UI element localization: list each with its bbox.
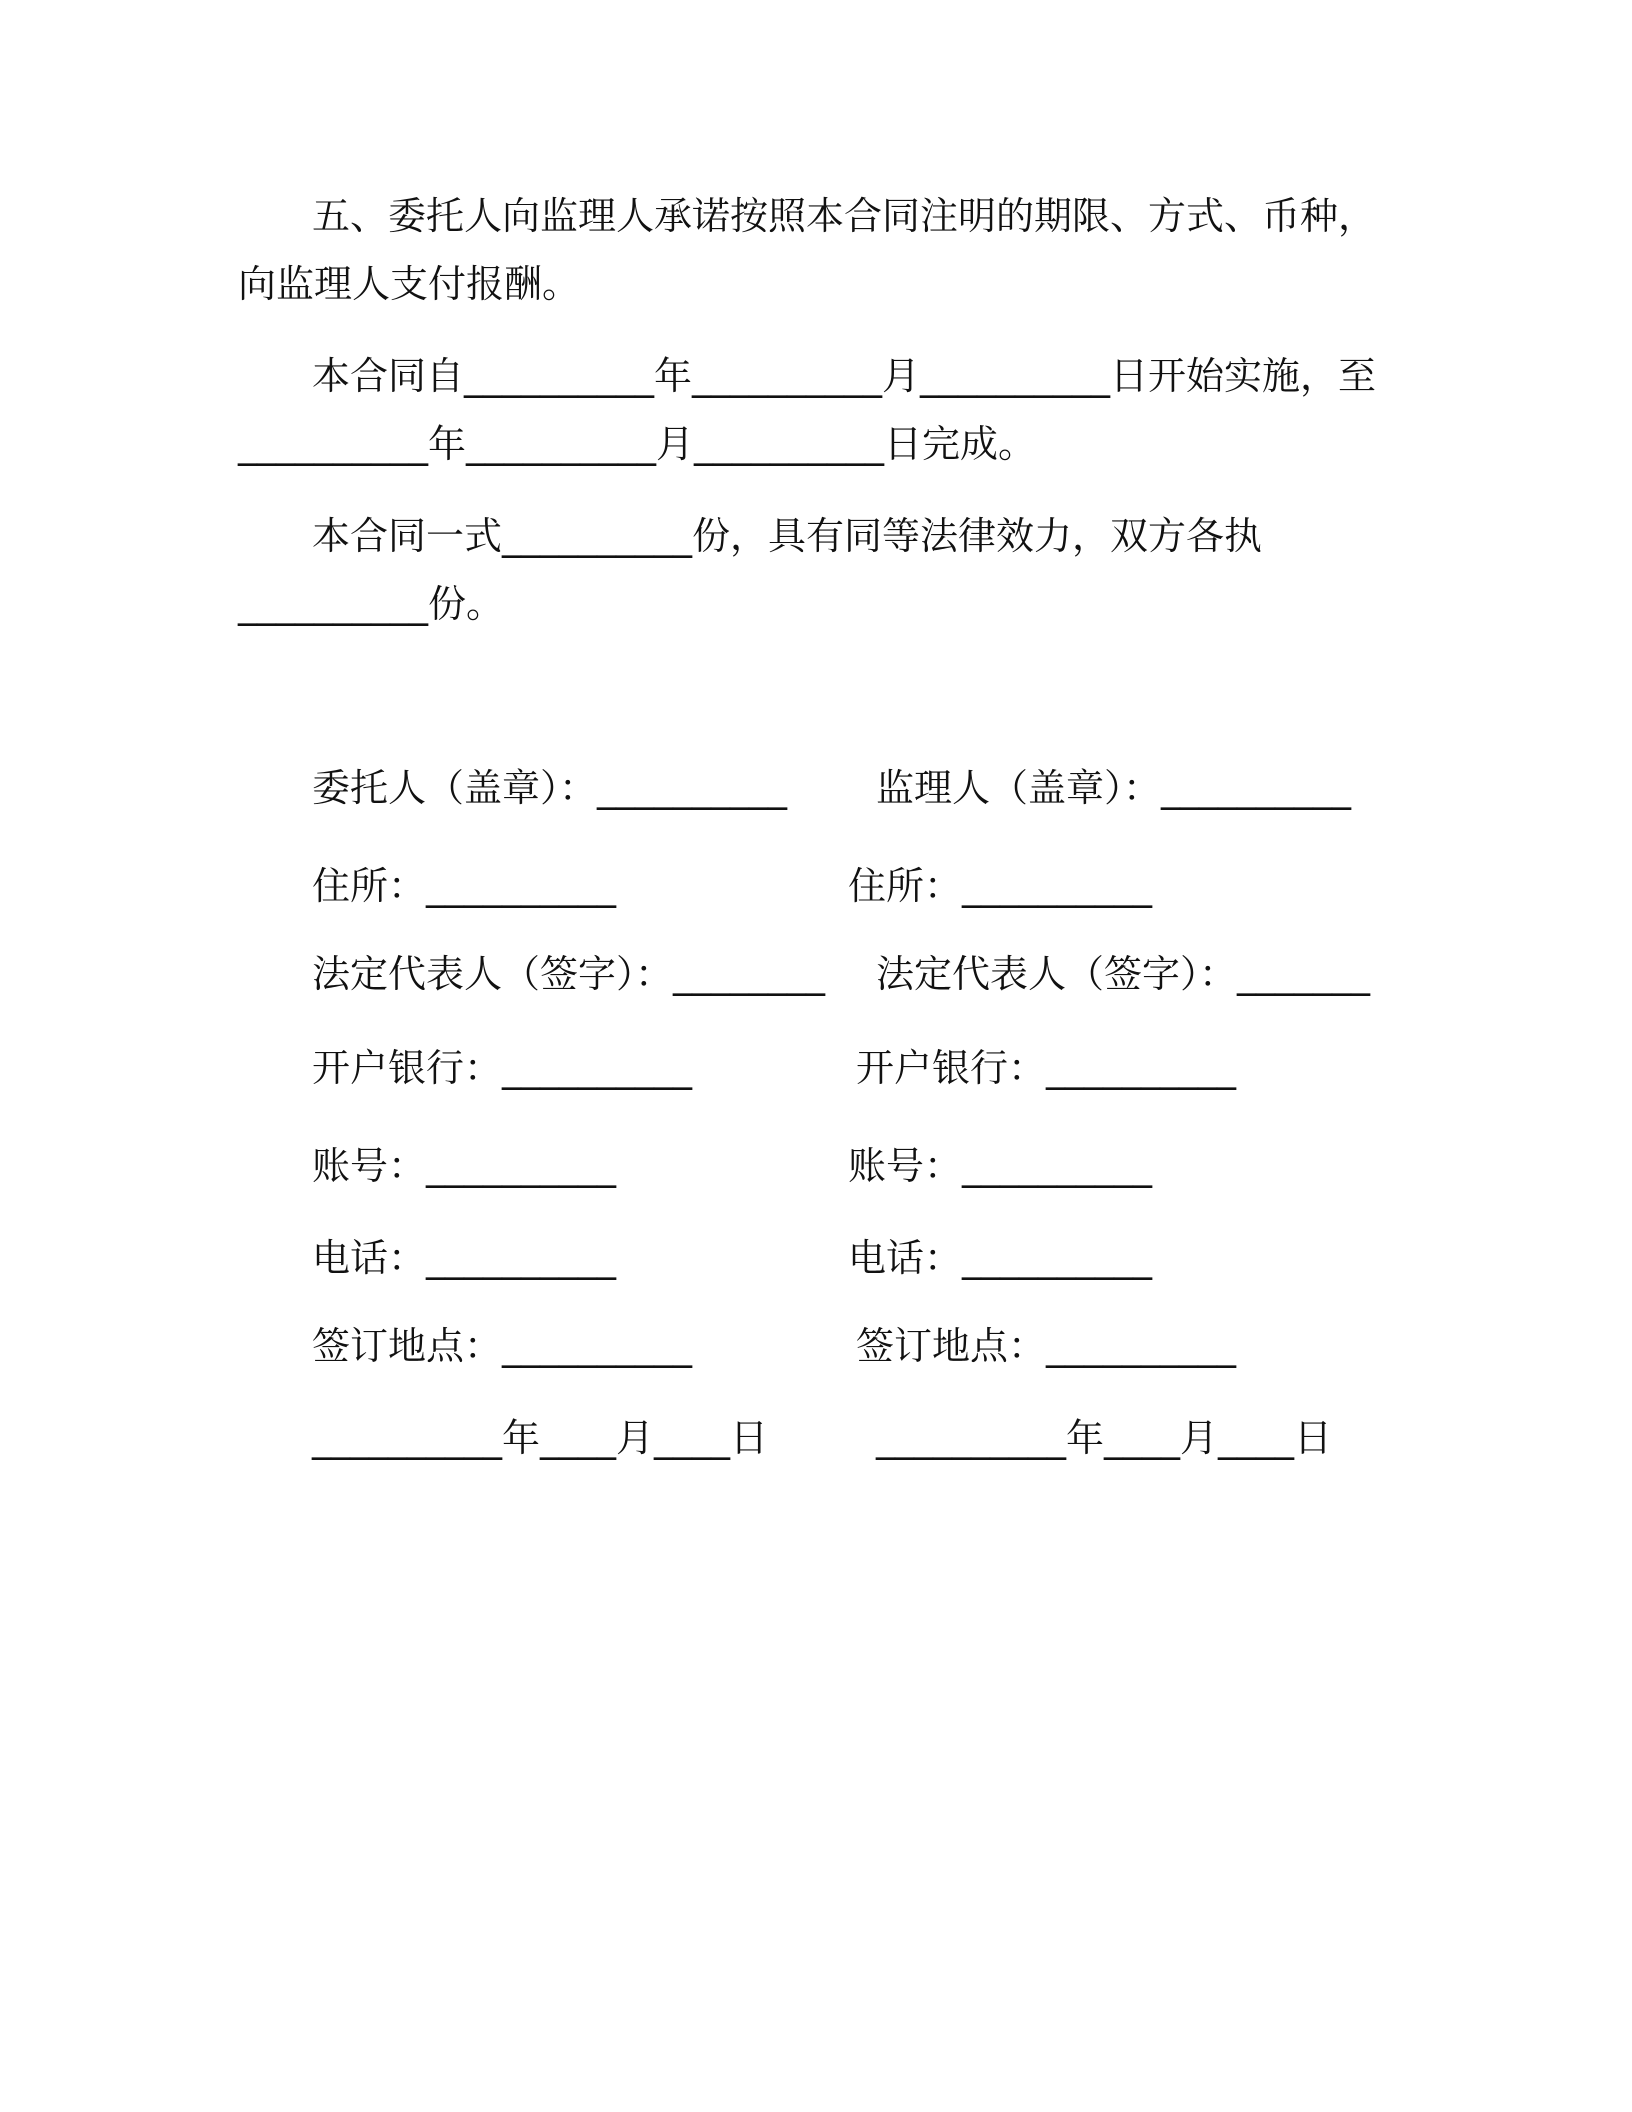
left-signing-place: 签订地点：__________ — [312, 1324, 693, 1368]
left-phone: 电话：__________ — [312, 1236, 617, 1280]
left-account: 账号：__________ — [312, 1144, 617, 1188]
left-bank: 开户银行：__________ — [312, 1046, 693, 1090]
term-line-2: __________年__________月__________日完成。 — [238, 422, 1037, 466]
right-party-seal: 监理人（盖章）：__________ — [876, 766, 1352, 810]
right-sign-date: __________年____月____日 — [876, 1416, 1333, 1460]
right-bank: 开户银行：__________ — [856, 1046, 1237, 1090]
clause-five-line-1: 五、委托人向监理人承诺按照本合同注明的期限、方式、币种， — [312, 194, 1377, 238]
clause-five-line-2: 向监理人支付报酬。 — [238, 262, 581, 306]
left-legal-rep: 法定代表人（签字）：________ — [312, 952, 826, 996]
left-address: 住所：__________ — [312, 864, 617, 908]
right-legal-rep: 法定代表人（签字）：_______ — [876, 952, 1371, 996]
right-phone: 电话：__________ — [848, 1236, 1153, 1280]
left-party-seal: 委托人（盖章）：__________ — [312, 766, 788, 810]
term-line-1: 本合同自__________年__________月__________日开始实施，至 — [312, 354, 1377, 398]
right-signing-place: 签订地点：__________ — [856, 1324, 1237, 1368]
right-address: 住所：__________ — [848, 864, 1153, 908]
right-account: 账号：__________ — [848, 1144, 1153, 1188]
copies-line-1: 本合同一式__________份，具有同等法律效力，双方各执 — [312, 514, 1263, 558]
left-sign-date: __________年____月____日 — [312, 1416, 769, 1460]
copies-line-2: __________份。 — [238, 582, 505, 626]
